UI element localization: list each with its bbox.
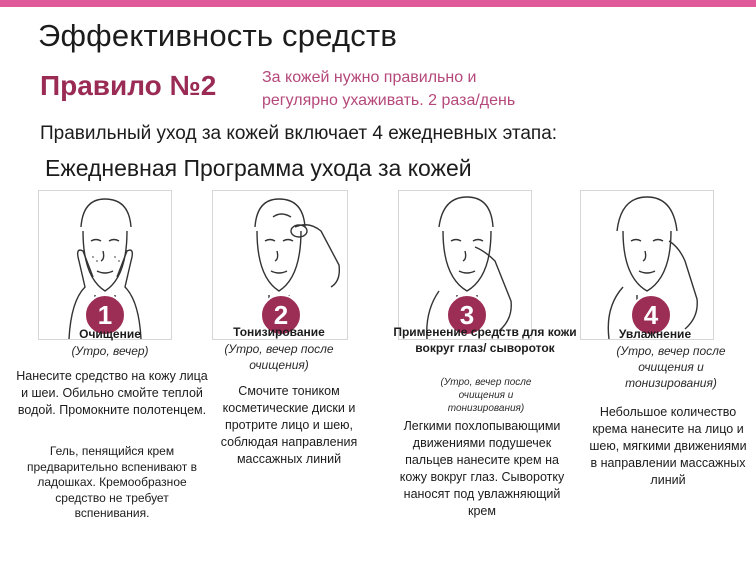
step-4-time: (Утро, вечер после очищения и тонизирования) <box>616 344 726 390</box>
step-2-name: Тонизирование <box>233 325 325 339</box>
step-1-note: Гель, пенящийся крем предварительно вспенивают в ладошках. Кремообразное средство не требует вспенивания. <box>27 444 197 520</box>
rule-label: Правило №2 <box>40 70 217 101</box>
step-2-description: Смочите тоником косметические диски и протрите лицо и шею, соблюдая направления массажных линий <box>220 384 358 466</box>
step-4-badge: 4 <box>630 294 672 336</box>
step-1-badge: 1 <box>84 294 126 336</box>
rule-note <box>262 66 515 112</box>
step-3-name: Применение средств для кожи вокруг глаз/ сывороток <box>393 325 577 355</box>
rule-note-line-2: регулярно ухаживать. 2 раза/день <box>262 92 516 109</box>
rule-note-line-1: За кожей нужно правильно и <box>262 69 477 86</box>
step-1-name: Очищение <box>79 327 141 341</box>
step-4-name: Увлажнение <box>618 327 692 341</box>
page-title: Эффективность средств <box>38 18 398 53</box>
accent-bar <box>0 0 756 7</box>
step-4-description: Небольшое количество крема нанесите на лицо и шею, мягкими движениями в направлении массажных линий <box>589 405 747 487</box>
step-3-description: Легкими похлопывающими движениями подушечек пальцев нанесите крем на кожу вокруг глаз. Сыворотку наносят под увлажняющий крем <box>399 419 565 518</box>
step-1-time: (Утро, вечер) <box>71 344 149 358</box>
step-2-time: (Утро, вечер после очищения) <box>224 342 334 372</box>
program-title: Ежедневная Программа ухода за кожей <box>45 155 472 181</box>
step-1-description: Нанесите средство на кожу лица и шеи. Обильно смойте теплой водой. Промокните полотенцем. <box>16 369 208 417</box>
step-3-time: (Утро, вечер после очищения и тонизирования) <box>440 377 532 414</box>
step-2-badge: 2 <box>260 294 302 336</box>
intro-text: Правильный уход за кожей включает 4 ежедневных этапа: <box>40 123 558 144</box>
step-3-badge: 3 <box>446 294 488 336</box>
